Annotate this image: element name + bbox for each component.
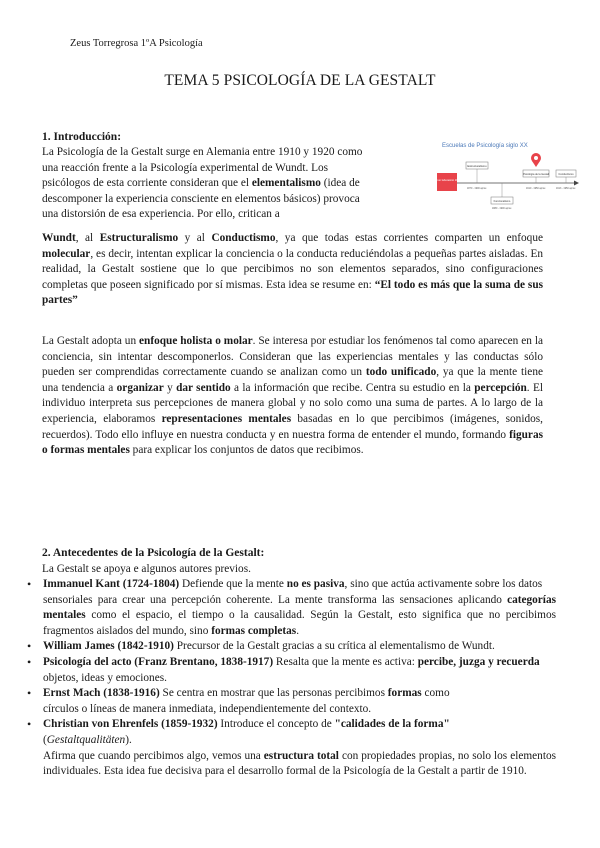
text-run: y (163, 381, 177, 394)
term-calidades: "calidades de la forma" (334, 718, 450, 731)
author-header: Zeus Torregrosa 1ºA Psicología (70, 38, 203, 49)
intro-line-2: una reacción frente a la Psicología experimental de Wundt. Los (42, 161, 329, 174)
text-run: , ya que todas estas corrientes comparten un enfoque (275, 232, 543, 244)
author-ehrenfels: Christian von Ehrenfels (1859-1932) (43, 718, 218, 731)
term-representaciones: representaciones mentales (161, 412, 292, 425)
text-run: para explicar los conjuntos de datos que recibimos. (129, 444, 364, 457)
text-run: como el espacio, el tiempo o la causalidad. Según la Gestalt, esto significa que no percibimos fragmentos aislados del mundo, sino (43, 609, 556, 637)
text-run: a la información que recibe. Centra su estudio en la (230, 381, 475, 394)
list-item-brentano (27, 654, 556, 686)
text-run: como (421, 687, 450, 700)
box-pioneer (437, 173, 457, 191)
section-heading-introduction: 1. Introducción: (42, 131, 122, 143)
text-run: , al (75, 232, 100, 244)
intro-line-4: descomponer la experiencia consciente en elementos básicos) provoca (42, 192, 360, 205)
intro-line-3 (42, 176, 425, 192)
text-run: Precursor de la Gestalt gracias a su crítica al elementalismo de Wundt. (173, 640, 495, 653)
bullet-icon: • (27, 717, 32, 732)
term-estructura-total: estructura total (263, 749, 339, 762)
bullet-icon: • (27, 686, 32, 701)
author-james: William James (1842-1910) (43, 640, 174, 653)
text-run: Se centra en mostrar que las personas percibimos (159, 687, 388, 700)
bullet-icon: • (27, 639, 32, 654)
term-percepcion: percepción (474, 381, 527, 394)
section-heading-antecedentes: 2. Antecedentes de la Psicología de la Gestalt: (42, 547, 265, 559)
text-run: ( (43, 733, 47, 746)
term-organizar: organizar (116, 381, 164, 394)
brentano-continuation: objetos, ideas y emociones. (43, 671, 167, 684)
text-run: . (296, 624, 300, 637)
list-item-james (27, 639, 556, 655)
term-formas: formas (387, 687, 422, 700)
term-no-es-pasiva: no es pasiva (286, 578, 345, 590)
antecedentes-list (27, 577, 556, 780)
bullet-icon: • (27, 654, 32, 669)
text-run: con propiedades propias, no solo los elementos individuales. Esta idea fue decisiva para el desarrollo formal de la Psicología de la Gestalt a partir de 1910. (43, 749, 556, 778)
list-item-ehrenfels (27, 717, 556, 779)
text-run: Resalta que la mente es activa: (273, 655, 418, 668)
timeline-arrowhead (574, 181, 579, 186)
box-behaviorism-label: Conductismo (558, 172, 574, 176)
box-gestalt-label: Psicología de la Gestalt (522, 172, 550, 176)
timeline-marker-icon (531, 153, 541, 167)
text-run: . Se interesa por estudiar los fenómenos tal como aparecen en la conciencia, sin intentar descomponerlos. Consideran que las experiencias mentales y las conductas sólo pueden ser comprendidas correctamente cuando se analizan como un (42, 335, 543, 379)
text-run: La Gestalt adopta un (42, 335, 140, 347)
term-elementalismo: elementalismo (251, 177, 321, 190)
author-mach: Ernst Mach (1838-1916) (43, 687, 160, 700)
text-run: , sino que actúa activamente sobre los datos (344, 578, 543, 590)
year-structuralism: 1870 - 1900 aprox. (466, 187, 488, 190)
author-kant: Immanuel Kant (1724-1804) (43, 578, 180, 590)
author-brentano: Psicología del acto (Franz Brentano, 1838-1917) (43, 655, 274, 668)
list-item-kant (27, 577, 556, 639)
box-structuralism-label: Estructuralismo (467, 163, 487, 168)
text-run: y al (178, 232, 212, 244)
term-gestaltqualitaten: Gestaltqualitäten (46, 733, 126, 746)
term-figuras: figuras o formas mentales (42, 428, 543, 457)
page-title: TEMA 5 PSICOLOGÍA DE LA GESTALT (164, 72, 436, 89)
term-molecular: molecular (42, 247, 91, 260)
gestalt-motto: “El todo es más que la suma de sus partes” (42, 278, 543, 307)
text-run: , ya que la mente tiene una tendencia a (42, 366, 543, 394)
text-run: , es decir, intentan explicar la conciencia o la conducta reduciéndolas a pequeñas partes aisladas. En realidad, la Gestalt sostiene que lo que percibimos no son elementos separados, sino configuraciones completas que poseen significado por sí mismas. Esta idea se resume en: (42, 247, 543, 291)
year-gestalt: 1910 - 1950 aprox. (525, 187, 547, 190)
text-run: Afirma que cuando percibimos algo, vemos una (43, 749, 264, 762)
mach-continuation: círculos o líneas de manera inmediata, independientemente del contexto. (43, 702, 372, 715)
text-run: . El individuo interpreta sus percepciones de manera global y no solo como una suma de partes. A lo largo de la experiencia, elaboramos (42, 381, 543, 425)
bullet-icon: • (27, 577, 32, 591)
intro-line-1: La Psicología de la Gestalt surge en Alemania entre 1910 y 1920 como (42, 146, 363, 158)
figure-title: Escuelas de Psicología siglo XX (442, 143, 528, 149)
year-behaviorism: 1913 - 1950 aprox. (555, 187, 577, 190)
list-item-mach (27, 686, 556, 717)
intro-line-5: una distorsión de esa experiencia. Por ello, critican a (42, 208, 280, 221)
term-categorias: categorías mentales (43, 593, 556, 622)
intro-line-3-b: (idea de (320, 177, 360, 190)
intro-paragraph-rest (42, 231, 543, 309)
timeline-figure (432, 137, 580, 219)
ehrenfels-continuation (43, 749, 556, 780)
term-wundt: Wundt (42, 232, 76, 244)
year-functionalism: 1880 - 1900 aprox. (491, 207, 513, 210)
antecedentes-intro: La Gestalt se apoya e algunos autores previos. (42, 563, 251, 575)
term-formas-completas: formas completas (211, 624, 297, 637)
kant-continuation (43, 593, 556, 640)
text-run: Defiende que la mente (179, 578, 287, 590)
term-percibe-juzga: percibe, juzga y recuerda (417, 655, 540, 668)
text-run: Introduce el concepto de (217, 718, 335, 731)
box-functionalism-label: Funcionalismo (493, 199, 511, 203)
term-estructuralismo: Estructuralismo (99, 232, 179, 244)
box-pioneer-label: Primer laboratorio 1879 (433, 179, 461, 182)
text-run: sensoriales para crear una percepción coherente. La mente transforma las sensaciones aplicando (43, 593, 508, 606)
term-conductismo: Conductismo (211, 232, 276, 244)
intro-paragraph-2 (42, 334, 543, 459)
term-dar-sentido: dar sentido (176, 381, 231, 394)
intro-line-3-a: psicólogos de esta corriente consideran que el (42, 177, 252, 190)
term-todo-unificado: todo unificado (365, 366, 437, 379)
text-run: basadas en lo que percibimos (imágenes, sonidos, recuerdos). Todo ello influye en nuestra conducta y en nuestra forma de entender el mundo, formando (42, 412, 543, 441)
intro-paragraph-top (42, 145, 425, 223)
text-run: ). (125, 733, 132, 746)
term-holista: enfoque holista o molar (139, 335, 253, 347)
